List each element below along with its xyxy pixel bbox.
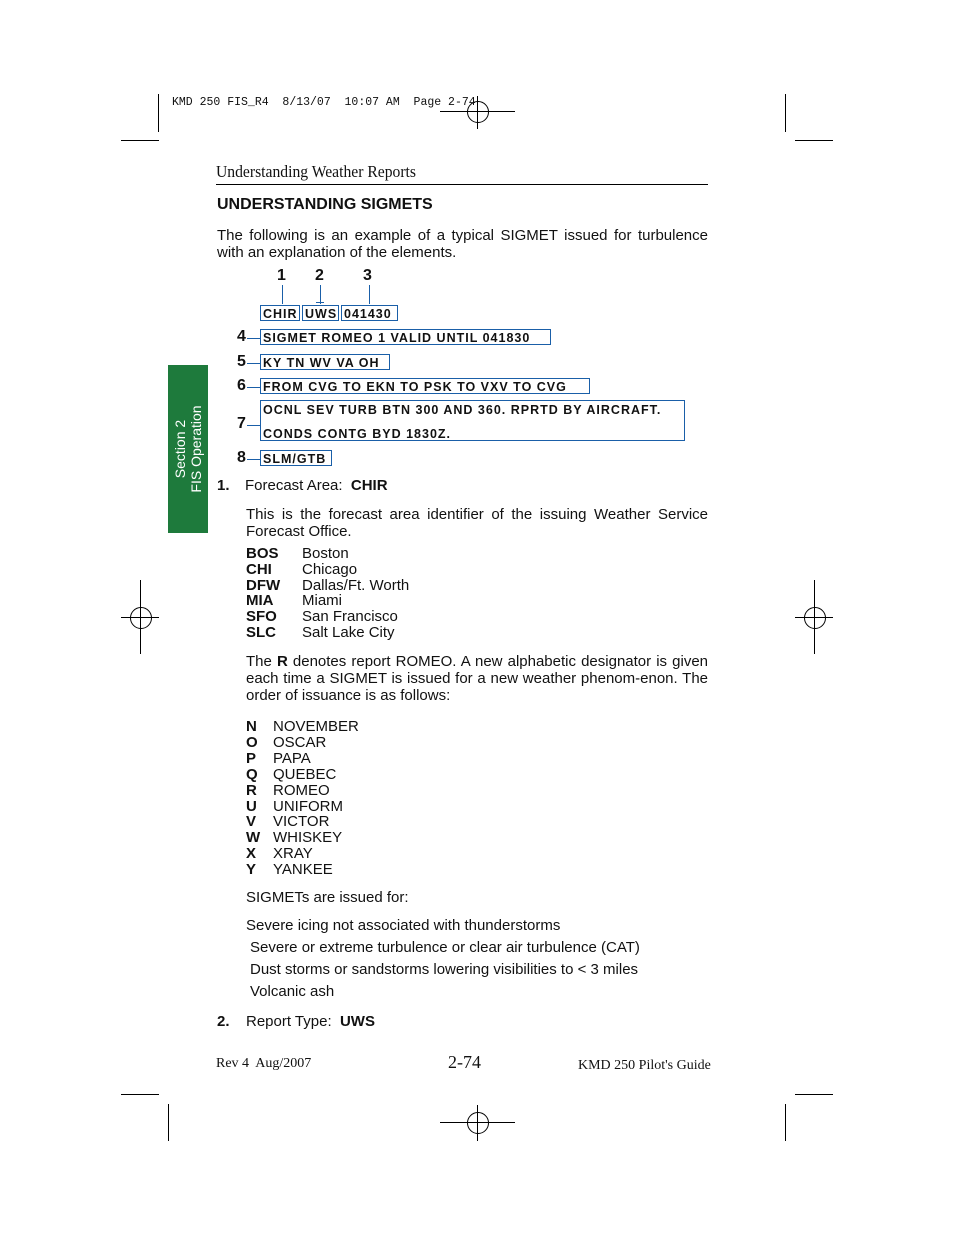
area-row: [246, 562, 357, 578]
callout-2: 2: [315, 267, 324, 284]
item-2-label: Report Type:: [246, 1013, 332, 1030]
item-2-number: 2.: [217, 1013, 230, 1030]
designator-letter: W: [246, 829, 261, 847]
tab-operation-text: FIS Operation: [188, 405, 204, 493]
item-1-value: CHIR: [350, 477, 388, 494]
designator-word: QUEBEC: [273, 765, 337, 783]
callout-5: 5: [237, 353, 246, 370]
area-name: Boston: [302, 545, 349, 562]
callout-3: 3: [363, 267, 372, 284]
intro-paragraph: The following is an example of a typical SIGMET issued for turbulence with an explanation of the elements.: [217, 227, 708, 261]
designator-word: WHISKEY: [273, 829, 343, 847]
area-name: Dallas/Ft. Worth: [302, 576, 410, 594]
designator-word: PAPA: [273, 749, 311, 767]
area-row: [246, 546, 349, 562]
section-tab: [168, 365, 208, 533]
tab-section-text: Section 2: [172, 419, 188, 479]
area-row: [246, 578, 409, 594]
reason-item: Severe or extreme turbulence or clear air turbulence (CAT): [250, 939, 640, 956]
reason-item: Dust storms or sandstorms lowering visibilities to < 3 miles: [250, 961, 639, 978]
code-line-7b: CONDS CONTG BYD 1830Z.: [263, 427, 452, 441]
designator-word: XRAY: [273, 845, 313, 863]
designator-word: NOVEMBER: [273, 718, 359, 735]
area-name: San Francisco: [302, 608, 398, 626]
item-1-description: This is the forecast area identifier of the issuing Weather Service Forecast Office.: [246, 506, 708, 540]
code-time: 041430: [341, 305, 398, 321]
designator-letter: N: [246, 718, 257, 735]
callout-6: 6: [237, 377, 246, 394]
designator-letter: U: [246, 797, 257, 815]
designator-letter: O: [246, 733, 258, 751]
designator-row: [246, 735, 326, 751]
item-2-value: UWS: [339, 1013, 375, 1030]
designator-word: OSCAR: [273, 733, 327, 751]
item-1-label: Forecast Area:: [245, 477, 343, 494]
romeo-post: denotes report ROMEO. A new alphabetic designator is given each time a SIGMET is issued for a new weather phenom-enon. The order of issuance is as follows:: [246, 653, 708, 704]
code-line-4: SIGMET ROMEO 1 VALID UNTIL 041830: [260, 329, 551, 345]
designator-row: [246, 767, 336, 783]
designator-row: [246, 814, 329, 830]
area-row: [246, 609, 398, 625]
area-name: Chicago: [302, 560, 358, 578]
designator-letter: P: [246, 749, 257, 767]
running-head: Understanding Weather Reports: [216, 162, 416, 181]
code-uws: UWS: [302, 305, 339, 321]
print-slug: KMD 250 FIS_R4 8/13/07 10:07 AM Page 2-74: [172, 96, 476, 109]
designator-row: [246, 751, 311, 767]
code-line-8: SLM/GTB: [260, 450, 332, 466]
designator-letter: Y: [246, 861, 257, 879]
designator-row: [246, 830, 342, 846]
callout-8: 8: [237, 449, 246, 466]
reason-item: Volcanic ash: [250, 983, 335, 1000]
designator-letter: R: [246, 781, 257, 799]
callout-4: 4: [237, 328, 246, 345]
section-tab-label: [172, 405, 204, 492]
callout-1: 1: [277, 267, 286, 284]
issued-for-text: SIGMETs are issued for:: [246, 889, 409, 906]
code-line-5: KY TN WV VA OH: [260, 354, 390, 370]
area-name: Salt Lake City: [302, 624, 395, 641]
section-title: UNDERSTANDING SIGMETS: [217, 196, 433, 213]
area-code: CHI: [246, 560, 272, 578]
designator-word: VICTOR: [273, 813, 330, 831]
callout-7: 7: [237, 415, 246, 432]
code-chir: CHIR: [260, 305, 300, 321]
romeo-pre: The: [246, 653, 272, 670]
item-1-heading: [217, 478, 388, 494]
designator-row: [246, 799, 343, 815]
area-code: MIA: [246, 592, 274, 610]
area-code: SFO: [246, 608, 277, 626]
footer-revision: Rev 4 Aug/2007: [216, 1056, 312, 1071]
designator-row: [246, 846, 313, 862]
area-code: SLC: [246, 624, 276, 641]
romeo-paragraph: [246, 653, 708, 704]
footer-page-number: 2-74: [448, 1052, 481, 1072]
area-name: Miami: [302, 592, 342, 610]
area-row: [246, 593, 342, 609]
area-code: BOS: [246, 545, 279, 562]
designator-word: UNIFORM: [273, 797, 343, 815]
header-rule: [216, 184, 708, 185]
reason-item: Severe icing not associated with thunderstorms: [246, 917, 561, 934]
code-line-6: FROM CVG TO EKN TO PSK TO VXV TO CVG: [260, 378, 590, 394]
romeo-letter: R: [276, 653, 288, 670]
designator-row: [246, 719, 359, 735]
area-code: DFW: [246, 576, 281, 594]
code-line-7a: OCNL SEV TURB BTN 300 AND 360. RPRTD BY AIRCRAFT.: [263, 403, 662, 417]
designator-word: ROMEO: [273, 781, 330, 799]
code-line-7-box: [260, 400, 685, 441]
designator-row: [246, 783, 330, 799]
item-1-number: 1.: [217, 477, 230, 494]
area-row: [246, 625, 395, 641]
designator-word: YANKEE: [273, 861, 333, 879]
designator-letter: V: [246, 813, 257, 831]
item-2-heading: [217, 1014, 375, 1030]
footer-guide-title: KMD 250 Pilot's Guide: [578, 1058, 711, 1073]
designator-letter: Q: [246, 765, 258, 783]
designator-row: [246, 862, 333, 878]
designator-letter: X: [246, 845, 257, 863]
